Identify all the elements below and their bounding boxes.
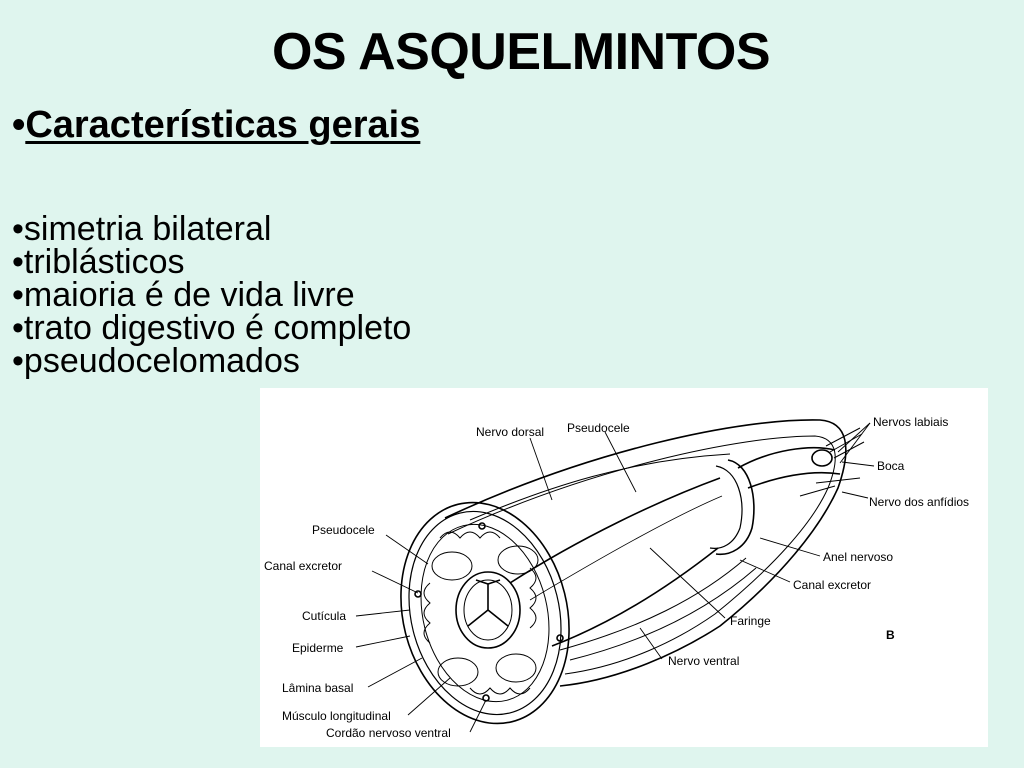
- bullet-item: [12, 309, 412, 347]
- label-epiderme: Epiderme: [292, 641, 344, 655]
- label-pseudocele-left: Pseudocele: [312, 523, 375, 537]
- bullet-item: [12, 243, 411, 281]
- label-cordao-nervoso-ventral: Cordão nervoso ventral: [326, 726, 451, 740]
- label-nervo-dorsal: Nervo dorsal: [476, 425, 545, 439]
- diagram-svg: [260, 388, 988, 747]
- label-boca: Boca: [877, 459, 905, 473]
- bullet-item: [12, 210, 411, 248]
- label-nervo-anfidios: Nervo dos anfídios: [869, 495, 970, 509]
- label-canal-excretor-left: Canal excretor: [264, 559, 343, 573]
- label-lamina-basal: Lâmina basal: [282, 681, 354, 695]
- bullet-char: •: [12, 309, 24, 347]
- bullet-char: •: [12, 243, 24, 281]
- subheading-text: Características gerais: [25, 104, 421, 146]
- subheading-bullet: •: [12, 104, 26, 146]
- bullet-text: pseudocelomados: [23, 342, 300, 380]
- bullet-item: [12, 342, 411, 380]
- bullet-text: simetria bilateral: [23, 210, 272, 248]
- subheading: [12, 104, 420, 147]
- label-canal-excretor-right: Canal excretor: [793, 578, 872, 592]
- bullet-char: •: [12, 276, 24, 314]
- bullet-text: trato digestivo é completo: [23, 309, 412, 347]
- label-musculo-longitudinal: Músculo longitudinal: [282, 709, 391, 723]
- bullet-char: •: [12, 342, 24, 380]
- label-nervos-labiais: Nervos labiais: [873, 415, 949, 429]
- worm-body-drawing: [378, 420, 864, 742]
- slide-title: OS ASQUELMINTOS: [271, 23, 771, 81]
- diagram-labels: [264, 415, 969, 740]
- nematode-anatomy-diagram: [260, 388, 988, 747]
- label-faringe: Faringe: [730, 614, 771, 628]
- label-nervo-ventral: Nervo ventral: [668, 654, 740, 668]
- bullet-item: [12, 276, 411, 314]
- label-anel-nervoso: Anel nervoso: [823, 550, 894, 564]
- label-pseudocele-top: Pseudocele: [567, 421, 630, 435]
- label-cuticula: Cutícula: [302, 609, 347, 623]
- bullet-text: maioria é de vida livre: [23, 276, 355, 314]
- bullet-text: triblásticos: [23, 243, 185, 281]
- panel-letter: B: [886, 628, 895, 642]
- bullet-char: •: [12, 210, 24, 248]
- bullet-list: [12, 210, 412, 380]
